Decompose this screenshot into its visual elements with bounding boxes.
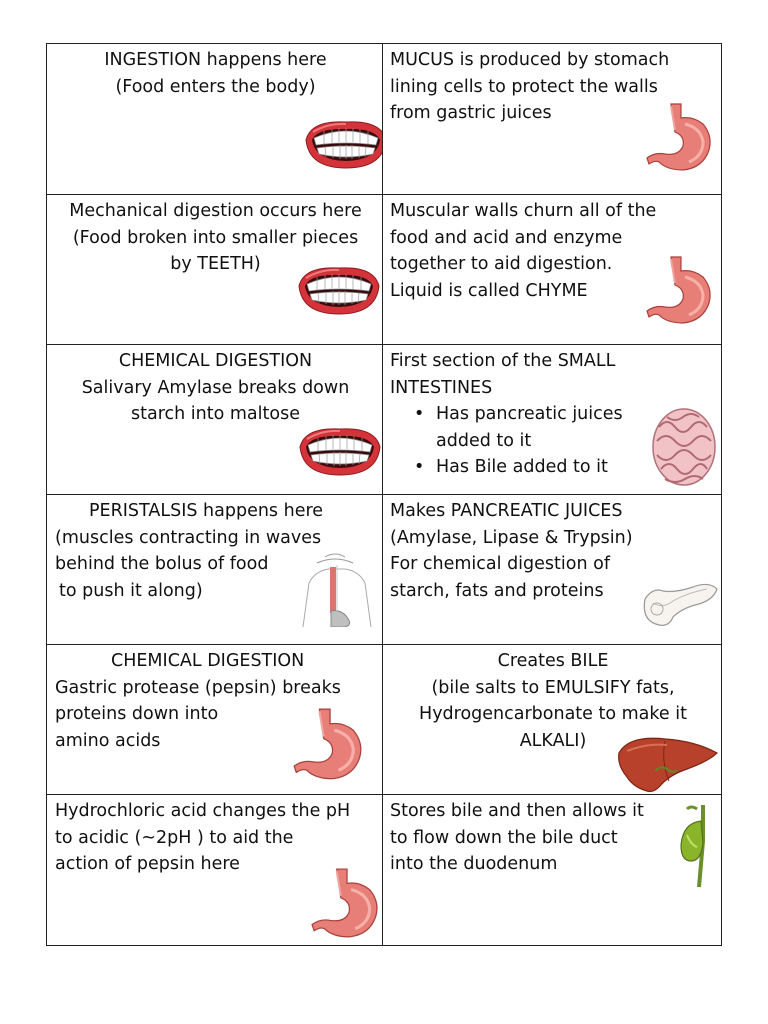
card-line: proteins down into [55, 704, 219, 724]
stomach-icon [645, 102, 715, 174]
card-small-intestine [382, 344, 722, 495]
card-line: (muscles contracting in waves [55, 527, 322, 548]
card-line: ALKALI) [519, 730, 587, 751]
liver-icon [615, 733, 719, 793]
card-line: from gastric juices [390, 103, 552, 123]
stomach-icon [645, 255, 715, 327]
card-chyme [382, 194, 722, 345]
gall-bladder-icon [675, 801, 719, 891]
card-hydrochloric-acid [46, 794, 383, 946]
card-line: Makes PANCREATIC JUICES [390, 501, 623, 521]
card-line: CHEMICAL DIGESTION [111, 651, 305, 671]
card-line: Liquid is called CHYME [390, 280, 588, 301]
card-line: action of pepsin here [55, 854, 240, 874]
card-line: Gastric protease (pepsin) breaks [55, 677, 341, 698]
bullet-item: • Has Bile added to it [390, 454, 652, 481]
card-liver-bile [382, 644, 722, 795]
card-mucus [382, 43, 722, 195]
mouth-icon [297, 421, 383, 479]
card-line: (Food broken into smaller pieces [72, 227, 359, 248]
card-grid [46, 43, 722, 946]
card-pepsin [46, 644, 383, 795]
card-line: CHEMICAL DIGESTION [118, 351, 313, 371]
card-line: Creates BILE [497, 651, 609, 671]
card-line: behind the bolus of food [55, 554, 269, 574]
card-mechanical-digestion [46, 194, 383, 345]
card-line: MUCUS is produced by stomach [390, 50, 670, 70]
card-line: food and acid and enzyme [390, 227, 623, 248]
card-line: Muscular walls churn all of the [390, 201, 657, 221]
card-line: starch into maltose [131, 404, 300, 424]
card-line: together to aid digestion. [390, 254, 613, 274]
card-gall-bladder [382, 794, 722, 946]
card-line: INGESTION happens here [104, 50, 327, 70]
card-line: PERISTALSIS happens here [89, 501, 324, 521]
pancreas-icon [639, 579, 719, 635]
card-pancreas [382, 494, 722, 645]
card-line: (Amylase, Lipase & Trypsin) [390, 527, 633, 548]
mouth-icon [295, 260, 383, 318]
mouth-icon [303, 114, 383, 172]
card-line: amino acids [55, 730, 161, 751]
card-line: For chemical digestion of [390, 554, 610, 574]
card-line: Hydrogencarbonate to make it [419, 704, 687, 724]
card-line: Mechanical digestion occurs here [69, 201, 362, 221]
oesophagus-icon [295, 553, 381, 627]
card-line: lining cells to protect the walls [390, 76, 658, 97]
card-salivary-amylase [46, 344, 383, 495]
card-line: (Food enters the body) [115, 76, 316, 97]
card-line: to flow down the bile duct [390, 827, 618, 848]
card-line: Salivary Amylase breaks down [81, 377, 350, 398]
card-line: First section of the SMALL [390, 351, 616, 371]
card-line: Stores bile and then allows it [390, 801, 644, 821]
bullet-item: • Has pancreatic juices added to it [390, 401, 652, 454]
card-line: to push it along) [59, 580, 203, 601]
card-line: INTESTINES [390, 377, 493, 398]
bullet-list [390, 401, 652, 481]
card-line: starch, fats and proteins [390, 580, 604, 601]
card-ingestion [46, 43, 383, 195]
stomach-icon [291, 707, 367, 783]
card-peristalsis [46, 494, 383, 645]
card-line: into the duodenum [390, 854, 558, 874]
card-line: (bile salts to EMULSIFY fats, [431, 677, 675, 698]
card-line: to acidic (~2pH ) to aid the [55, 827, 294, 848]
card-line: Hydrochloric acid changes the pH [55, 801, 351, 821]
stomach-icon [309, 867, 383, 941]
small-intestine-icon [649, 403, 719, 487]
card-line: by TEETH) [170, 254, 261, 274]
